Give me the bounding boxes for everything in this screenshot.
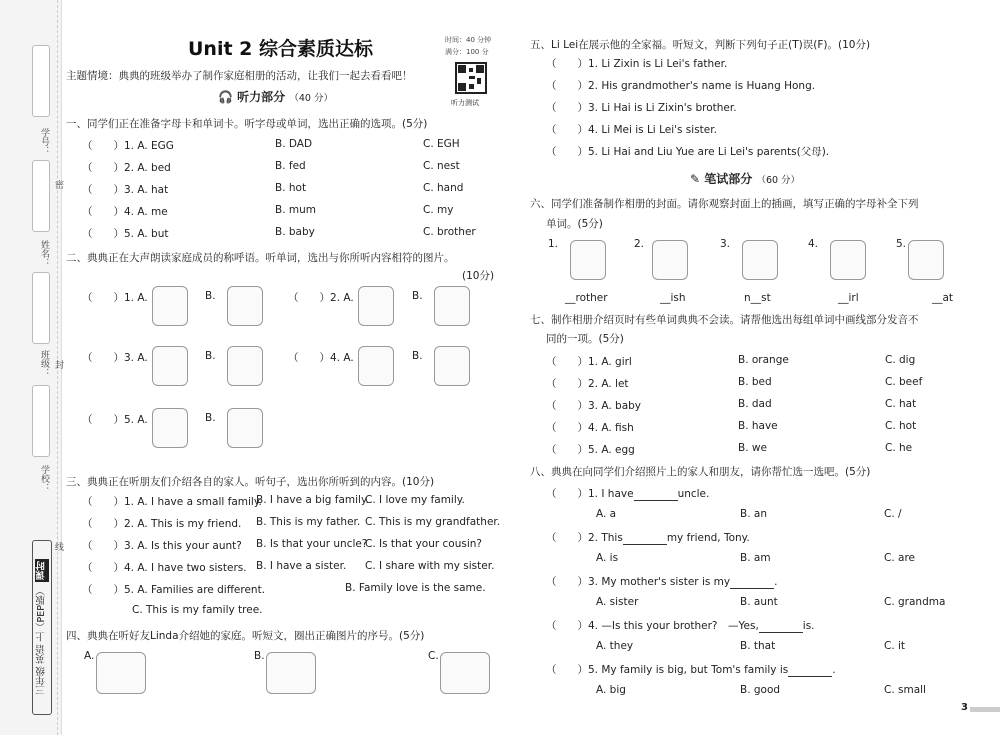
listening-section-header: 🎧 听力部分 （40 分） bbox=[218, 90, 333, 104]
s7-row-2-c: C. beef bbox=[885, 376, 923, 388]
s8-q5-option-1: A. big bbox=[596, 684, 626, 696]
s7-row-1-b: B. orange bbox=[738, 354, 789, 366]
s7-row-3-b: B. dad bbox=[738, 398, 772, 410]
s8-q3-option-2: B. aunt bbox=[740, 596, 778, 608]
s5-row-4: （ ）4. Li Mei is Li Lei's sister. bbox=[546, 124, 717, 136]
s7-row-2-a: （ ）2. A. let bbox=[546, 378, 629, 390]
s5-row-5: （ ）5. Li Hai and Liu Yue are Li Lei's parents(父母). bbox=[546, 146, 830, 158]
answer-blank[interactable] bbox=[730, 579, 774, 589]
s3-row-2-c: C. This is my grandfather. bbox=[365, 516, 501, 528]
s8-q1-option-1: A. a bbox=[596, 508, 617, 520]
s7-title: 七、制作相册介绍页时有些单词典典不会读。请帮他选出每组单词中画线部分发音不 bbox=[530, 314, 919, 326]
s7-row-2-b: B. bed bbox=[738, 376, 772, 388]
s2-picture-10 bbox=[227, 408, 263, 448]
s4-picture-3 bbox=[440, 652, 490, 694]
s6-word-4: __irl bbox=[838, 292, 859, 304]
school-label: 学校： bbox=[39, 465, 49, 492]
qr-code[interactable] bbox=[455, 62, 487, 94]
s2-label-9: （ ）5. A. bbox=[82, 414, 148, 426]
s7-row-4-c: C. hot bbox=[885, 420, 917, 432]
page-title: Unit 2 综合素质达标 bbox=[188, 38, 373, 60]
s2-picture-4 bbox=[434, 286, 470, 326]
theme-text: 主题情境：典典的班级举办了制作家庭相册的活动，让我们一起去看看吧！ bbox=[66, 70, 413, 82]
s3-row-3-a: （ ）3. A. Is this your aunt? bbox=[82, 540, 242, 552]
s8-q2-option-1: A. is bbox=[596, 552, 619, 564]
s3-row-2-a: （ ）2. A. This is my friend. bbox=[82, 518, 242, 530]
s8-q5-option-3: C. small bbox=[884, 684, 926, 696]
s6-word-2: __ish bbox=[660, 292, 686, 304]
s7-row-4-b: B. have bbox=[738, 420, 778, 432]
s5-row-3: （ ）3. Li Hai is Li Zixin's brother. bbox=[546, 102, 737, 114]
s1-row-4-c: C. my bbox=[423, 204, 454, 216]
s3-row-3-c: C. Is that your cousin? bbox=[365, 538, 482, 550]
s5-row-2: （ ）2. His grandmother's name is Huang Hong. bbox=[546, 80, 816, 92]
s2-points: (10分) bbox=[462, 270, 495, 282]
s4-title: 四、典典在听好友Linda介绍她的家庭。听短文，圈出正确图片的序号。(5分) bbox=[66, 630, 425, 642]
s7-row-5-a: （ ）5. A. egg bbox=[546, 444, 635, 456]
s2-label-2: B. bbox=[205, 290, 216, 302]
s3-row-2-b: B. This is my father. bbox=[256, 516, 361, 528]
s8-question-2: （ ）2. This my friend, Tony. bbox=[546, 532, 750, 544]
s7-row-5-c: C. he bbox=[885, 442, 913, 454]
s8-q3-option-3: C. grandma bbox=[884, 596, 946, 608]
s3-row-1-b: B. I have a big family. bbox=[256, 494, 370, 506]
s8-q2-option-3: C. are bbox=[884, 552, 915, 564]
qr-caption: 听力测试 bbox=[451, 99, 479, 107]
s7-row-3-c: C. hat bbox=[885, 398, 917, 410]
s6-word-5: __at bbox=[932, 292, 954, 304]
s6-num-5: 5. bbox=[896, 238, 907, 250]
school-box[interactable] bbox=[32, 385, 50, 457]
s8-q4-option-1: A. they bbox=[596, 640, 634, 652]
seal-mark-2: 封 bbox=[53, 360, 63, 369]
s2-picture-6 bbox=[227, 346, 263, 386]
s7-row-1-a: （ ）1. A. girl bbox=[546, 356, 632, 368]
s7-title-2: 同的一项。(5分) bbox=[546, 333, 624, 345]
s1-row-1-b: B. DAD bbox=[275, 138, 313, 150]
s8-question-4: （ ）4. —Is this your brother? —Yes, is. bbox=[546, 620, 815, 632]
answer-blank[interactable] bbox=[634, 491, 678, 501]
s6-title: 六、同学们准备制作相册的封面。请你观察封面上的插画，填写正确的字母补全下列 bbox=[530, 198, 919, 210]
s6-num-3: 3. bbox=[720, 238, 731, 250]
s2-picture-7 bbox=[358, 346, 394, 386]
s1-row-1-c: C. EGH bbox=[423, 138, 460, 150]
s8-q1-option-3: C. / bbox=[884, 508, 902, 520]
s2-picture-2 bbox=[227, 286, 263, 326]
name-label: 姓名： bbox=[39, 240, 49, 267]
s7-row-5-b: B. we bbox=[738, 442, 767, 454]
answer-blank[interactable] bbox=[759, 623, 803, 633]
seal-mark-3: 线 bbox=[53, 542, 63, 551]
s2-label-8: B. bbox=[412, 350, 423, 362]
page-bar bbox=[970, 707, 1000, 712]
s6-title-2: 单词。(5分) bbox=[546, 218, 603, 230]
s1-row-5-a: （ ）5. A. but bbox=[82, 228, 169, 240]
s2-picture-9 bbox=[152, 408, 188, 448]
s5-title: 五、Li Lei在展示他的全家福。听短文，判断下列句子正(T)误(F)。(10分) bbox=[530, 39, 871, 51]
class-label: 班级： bbox=[39, 350, 49, 377]
s2-label-5: （ ）3. A. bbox=[82, 352, 148, 364]
s6-num-4: 4. bbox=[808, 238, 819, 250]
s2-label-4: B. bbox=[412, 290, 423, 302]
s2-label-7: （ ）4. A. bbox=[288, 352, 354, 364]
s1-row-4-a: （ ）4. A. me bbox=[82, 206, 168, 218]
s2-picture-3 bbox=[358, 286, 394, 326]
s4-option-3: C. bbox=[428, 650, 439, 662]
student-no-label: 学号： bbox=[39, 128, 49, 155]
s3-row-4-a: （ ）4. A. I have two sisters. bbox=[82, 562, 247, 574]
s6-picture-1 bbox=[570, 240, 606, 280]
s5-row-1: （ ）1. Li Zixin is Li Lei's father. bbox=[546, 58, 728, 70]
s1-row-3-c: C. hand bbox=[423, 182, 464, 194]
s6-picture-3 bbox=[742, 240, 778, 280]
series-label: 三年级 英语 上（PEP版） 课时 bbox=[32, 540, 52, 715]
brand-mark: 课时 bbox=[36, 561, 47, 581]
s8-q1-option-2: B. an bbox=[740, 508, 767, 520]
s8-title: 八、典典在向同学们介绍照片上的家人和朋友，请你帮忙选一选吧。(5分) bbox=[530, 466, 871, 478]
s3-row-3-b: B. Is that your uncle? bbox=[256, 538, 368, 550]
s1-row-2-a: （ ）2. A. bed bbox=[82, 162, 171, 174]
headphone-icon: 🎧 bbox=[218, 90, 233, 104]
s3-row-5-a: （ ）5. A. Families are different. bbox=[82, 584, 266, 596]
s3-row-1-c: C. I love my family. bbox=[365, 494, 465, 506]
s1-row-3-b: B. hot bbox=[275, 182, 307, 194]
page-number: 3 bbox=[961, 702, 968, 713]
s8-q4-option-3: C. it bbox=[884, 640, 906, 652]
seal-mark: 密 bbox=[53, 180, 63, 189]
s6-word-3: n__st bbox=[744, 292, 771, 304]
s8-question-1: （ ）1. I have uncle. bbox=[546, 488, 710, 500]
s4-picture-1 bbox=[96, 652, 146, 694]
exam-meta: 时间：40 分钟 满分：100 分 bbox=[445, 36, 492, 56]
s2-label-3: （ ）2. A. bbox=[288, 292, 354, 304]
s3-row-5-c: C. This is my family tree. bbox=[132, 604, 263, 616]
s2-picture-5 bbox=[152, 346, 188, 386]
s4-picture-2 bbox=[266, 652, 316, 694]
s6-picture-4 bbox=[830, 240, 866, 280]
s3-row-4-b: B. I have a sister. bbox=[256, 560, 347, 572]
s8-q2-option-2: B. am bbox=[740, 552, 771, 564]
student-no-box[interactable] bbox=[32, 45, 50, 117]
s7-row-4-a: （ ）4. A. fish bbox=[546, 422, 634, 434]
s6-picture-5 bbox=[908, 240, 944, 280]
s1-row-5-b: B. baby bbox=[275, 226, 315, 238]
writing-section-header: ✎ 笔试部分 （60 分） bbox=[690, 172, 801, 186]
s2-label-10: B. bbox=[205, 412, 216, 424]
s2-title: 二、典典正在大声朗读家庭成员的称呼语。听单词，选出与你所听内容相符的图片。 bbox=[66, 252, 455, 264]
s2-label-1: （ ）1. A. bbox=[82, 292, 148, 304]
s1-row-2-b: B. fed bbox=[275, 160, 306, 172]
s3-row-4-c: C. I share with my sister. bbox=[365, 560, 495, 572]
s8-question-3: （ ）3. My mother's sister is my . bbox=[546, 576, 778, 588]
s8-question-5: （ ）5. My family is big, but Tom's family is . bbox=[546, 664, 836, 676]
s1-row-5-c: C. brother bbox=[423, 226, 476, 238]
s3-row-1-a: （ ）1. A. I have a small family. bbox=[82, 496, 262, 508]
s8-q4-option-2: B. that bbox=[740, 640, 776, 652]
s4-option-1: A. bbox=[84, 650, 95, 662]
s1-row-2-c: C. nest bbox=[423, 160, 460, 172]
s8-q3-option-1: A. sister bbox=[596, 596, 639, 608]
s7-row-1-c: C. dig bbox=[885, 354, 916, 366]
s6-num-1: 1. bbox=[548, 238, 559, 250]
s2-label-6: B. bbox=[205, 350, 216, 362]
s7-row-3-a: （ ）3. A. baby bbox=[546, 400, 642, 412]
answer-blank[interactable] bbox=[788, 667, 832, 677]
class-box[interactable] bbox=[32, 272, 50, 344]
pencil-icon: ✎ bbox=[690, 172, 701, 186]
s1-title: 一、同学们正在准备字母卡和单词卡。听字母或单词，选出正确的选项。(5分) bbox=[66, 118, 428, 130]
s2-picture-8 bbox=[434, 346, 470, 386]
s1-row-3-a: （ ）3. A. hat bbox=[82, 184, 169, 196]
s6-word-1: __rother bbox=[565, 292, 608, 304]
name-box[interactable] bbox=[32, 160, 50, 232]
s3-row-5-b: B. Family love is the same. bbox=[345, 582, 486, 594]
s2-picture-1 bbox=[152, 286, 188, 326]
s1-row-4-b: B. mum bbox=[275, 204, 316, 216]
s1-row-1-a: （ ）1. A. EGG bbox=[82, 140, 174, 152]
s6-picture-2 bbox=[652, 240, 688, 280]
s3-title: 三、典典正在听朋友们介绍各自的家人。听句子，选出你所听到的内容。(10分) bbox=[66, 476, 435, 488]
s4-option-2: B. bbox=[254, 650, 265, 662]
answer-blank[interactable] bbox=[623, 535, 667, 545]
s8-q5-option-2: B. good bbox=[740, 684, 781, 696]
s6-num-2: 2. bbox=[634, 238, 645, 250]
